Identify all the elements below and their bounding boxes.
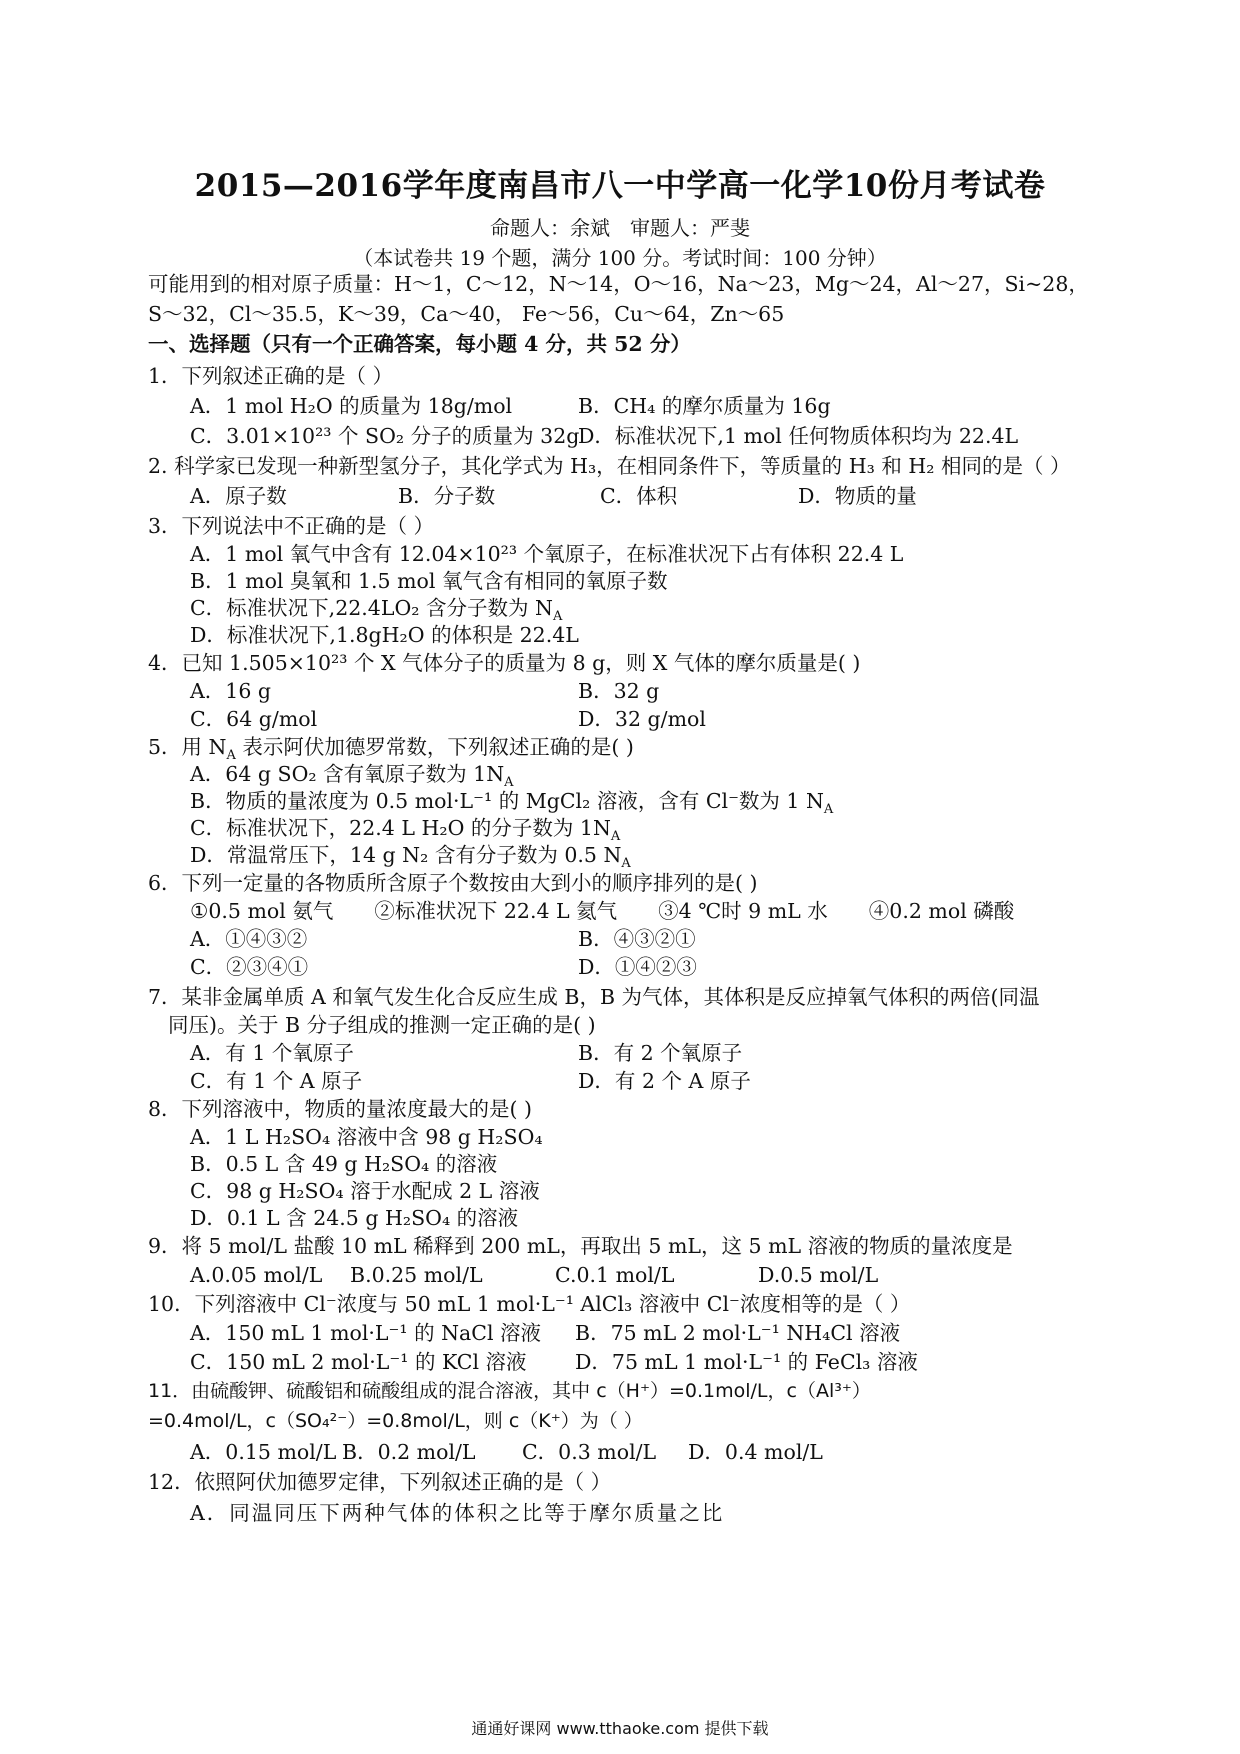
question-5-stem: 5．用 $N_A$ 表示阿伏加德罗常数，下列叙述正确的是( ) [148, 735, 634, 764]
atomic-mass-line-2: S～32，Cl～35.5，K～39，Ca～40， Fe～56，Cu～64，Zn～65 [148, 302, 785, 326]
question-6-stem: 6．下列一定量的各物质所含原子个数按由大到小的顺序排列的是( ) [148, 871, 758, 895]
question-6-option-d: D．①④②③ [578, 955, 697, 979]
question-4-option-c: C．64 g/mol [190, 707, 318, 731]
question-5-option-c: C．标准状况下，22.4 L H₂O 的分子数为 $1N_A$ [190, 816, 621, 845]
question-10-stem: 10．下列溶液中 Cl⁻浓度与 50 mL 1 mol·L⁻¹ AlCl₃ 溶液中 Cl⁻浓度相等的是（ ） [148, 1292, 911, 1316]
question-11-option-d: D．0.4 mol/L [688, 1440, 823, 1464]
question-9-option-a: A.0.05 mol/L [190, 1263, 323, 1287]
question-6-option-b: B．④③②① [578, 927, 696, 951]
question-10-option-c: C．150 mL 2 mol·L⁻¹ 的 KCl 溶液 [190, 1350, 527, 1374]
question-10-option-d: D．75 mL 1 mol·L⁻¹ 的 FeCl₃ 溶液 [575, 1350, 918, 1374]
question-8-stem: 8．下列溶液中，物质的量浓度最大的是( ) [148, 1097, 533, 1121]
question-4-option-a: A．16 g [190, 679, 272, 703]
question-2-option-b: B．分子数 [398, 484, 496, 508]
question-1-option-a: A．1 mol H₂O 的质量为 18g/mol [190, 394, 513, 418]
question-11-stem-line-2: =0.4mol/L，c（SO₄²⁻）=0.8mol/L，则 c（K⁺）为（ ） [148, 1410, 643, 1432]
question-6-option-c: C．②③④① [190, 955, 309, 979]
question-7-stem-line-2: 同压)。关于 B 分子组成的推测一定正确的是( ) [168, 1013, 596, 1037]
question-4-option-b: B．32 g [578, 679, 660, 703]
question-7-option-a: A．有 1 个氧原子 [190, 1041, 354, 1065]
question-12-option-a: A．同温同压下两种气体的体积之比等于摩尔质量之比 [190, 1501, 725, 1525]
question-6-option-a: A．①④③② [190, 927, 308, 951]
question-1-option-b: B．CH₄ 的摩尔质量为 16g [578, 394, 831, 418]
question-7-option-b: B．有 2 个氧原子 [578, 1041, 743, 1065]
section-heading: 一、选择题（只有一个正确答案，每小题 4 分，共 52 分） [148, 332, 691, 356]
question-4-stem: 4．已知 1.505×10²³ 个 X 气体分子的质量为 8 g，则 X 气体的摩尔质量是( ) [148, 651, 861, 675]
exam-info-line: （本试卷共 19 个题，满分 100 分。考试时间：100 分钟） [353, 246, 887, 270]
question-8-option-b: B．0.5 L 含 49 g H₂SO₄ 的溶液 [190, 1152, 498, 1176]
question-6-items: ①0.5 mol 氨气 ②标准状况下 22.4 L 氦气 ③4 ℃时 9 mL 水 ④0.2 mol 磷酸 [190, 899, 1015, 923]
question-7-stem-line-1: 7．某非金属单质 A 和氧气发生化合反应生成 B，B 为气体，其体积是反应掉氧气体积的两倍(同温 [148, 985, 1040, 1009]
question-9-option-d: D.0.5 mol/L [758, 1263, 879, 1287]
question-1-option-c: C．3.01×10²³ 个 SO₂ 分子的质量为 32g [190, 424, 580, 448]
question-8-option-d: D．0.1 L 含 24.5 g H₂SO₄ 的溶液 [190, 1206, 519, 1230]
question-10-option-b: B．75 mL 2 mol·L⁻¹ NH₄Cl 溶液 [575, 1321, 901, 1345]
question-11-stem-line-1: 11．由硫酸钾、硫酸铝和硫酸组成的混合溶液，其中 c（H⁺）=0.1mol/L，c（Al³⁺） [148, 1380, 871, 1402]
question-5-option-d: D．常温常压下，14 g N₂ 含有分子数为 0.5 $N_A$ [190, 843, 631, 872]
question-10-option-a: A．150 mL 1 mol·L⁻¹ 的 NaCl 溶液 [190, 1321, 542, 1345]
question-8-option-a: A．1 L H₂SO₄ 溶液中含 98 g H₂SO₄ [190, 1125, 543, 1149]
question-3-option-c: C．标准状况下,22.4LO₂ 含分子数为 $N_A$ [190, 596, 563, 625]
question-2-option-a: A．原子数 [190, 484, 287, 508]
question-1-option-d: D．标准状况下,1 mol 任何物质体积均为 22.4L [578, 424, 1019, 448]
question-3-option-a: A．1 mol 氧气中含有 12.04×10²³ 个氧原子，在标准状况下占有体积 22.4 L [190, 542, 904, 566]
atomic-mass-line-1: 可能用到的相对原子质量：H～1，C～12，N～14，O～16，Na～23，Mg～24，Al～27，Si~28， [148, 272, 1089, 296]
question-7-option-d: D．有 2 个 A 原子 [578, 1069, 751, 1093]
question-2-stem: 2. 科学家已发现一种新型氢分子，其化学式为 H₃，在相同条件下，等质量的 H₃ 和 H₂ 相同的是（ ） [148, 454, 1071, 478]
question-5-option-a: A．64 g SO₂ 含有氧原子数为 $1N_A$ [190, 762, 514, 791]
question-11-option-a: A．0.15 mol/L [190, 1440, 337, 1464]
question-11-option-b: B．0.2 mol/L [342, 1440, 476, 1464]
footer-source: 通通好课网 www.tthaoke.com 提供下载 [471, 1719, 769, 1738]
question-7-option-c: C．有 1 个 A 原子 [190, 1069, 363, 1093]
question-3-option-b: B．1 mol 臭氧和 1.5 mol 氧气含有相同的氧原子数 [190, 569, 668, 593]
page-title: 2015—2016学年度南昌市八一中学高一化学10份月考试卷 [194, 168, 1046, 204]
question-1-stem: 1．下列叙述正确的是（ ） [148, 364, 394, 388]
question-9-stem: 9．将 5 mol/L 盐酸 10 mL 稀释到 200 mL，再取出 5 mL，这 5 mL 溶液的物质的量浓度是 [148, 1234, 1013, 1258]
authors-line: 命题人：余斌 审题人：严斐 [490, 216, 750, 240]
question-3-option-d: D．标准状况下,1.8gH₂O 的体积是 22.4L [190, 623, 579, 647]
question-2-option-c: C．体积 [600, 484, 678, 508]
question-5-option-b: B．物质的量浓度为 0.5 mol·L⁻¹ 的 MgCl₂ 溶液，含有 Cl⁻数为 1 $N_A$ [190, 789, 834, 818]
question-4-option-d: D．32 g/mol [578, 707, 706, 731]
question-2-option-d: D．物质的量 [798, 484, 917, 508]
question-3-stem: 3．下列说法中不正确的是（ ） [148, 514, 435, 538]
question-12-stem: 12．依照阿伏加德罗定律，下列叙述正确的是（ ） [148, 1470, 612, 1494]
question-11-option-c: C．0.3 mol/L [522, 1440, 657, 1464]
question-9-option-b: B.0.25 mol/L [350, 1263, 483, 1287]
question-9-option-c: C.0.1 mol/L [555, 1263, 675, 1287]
question-8-option-c: C．98 g H₂SO₄ 溶于水配成 2 L 溶液 [190, 1179, 540, 1203]
